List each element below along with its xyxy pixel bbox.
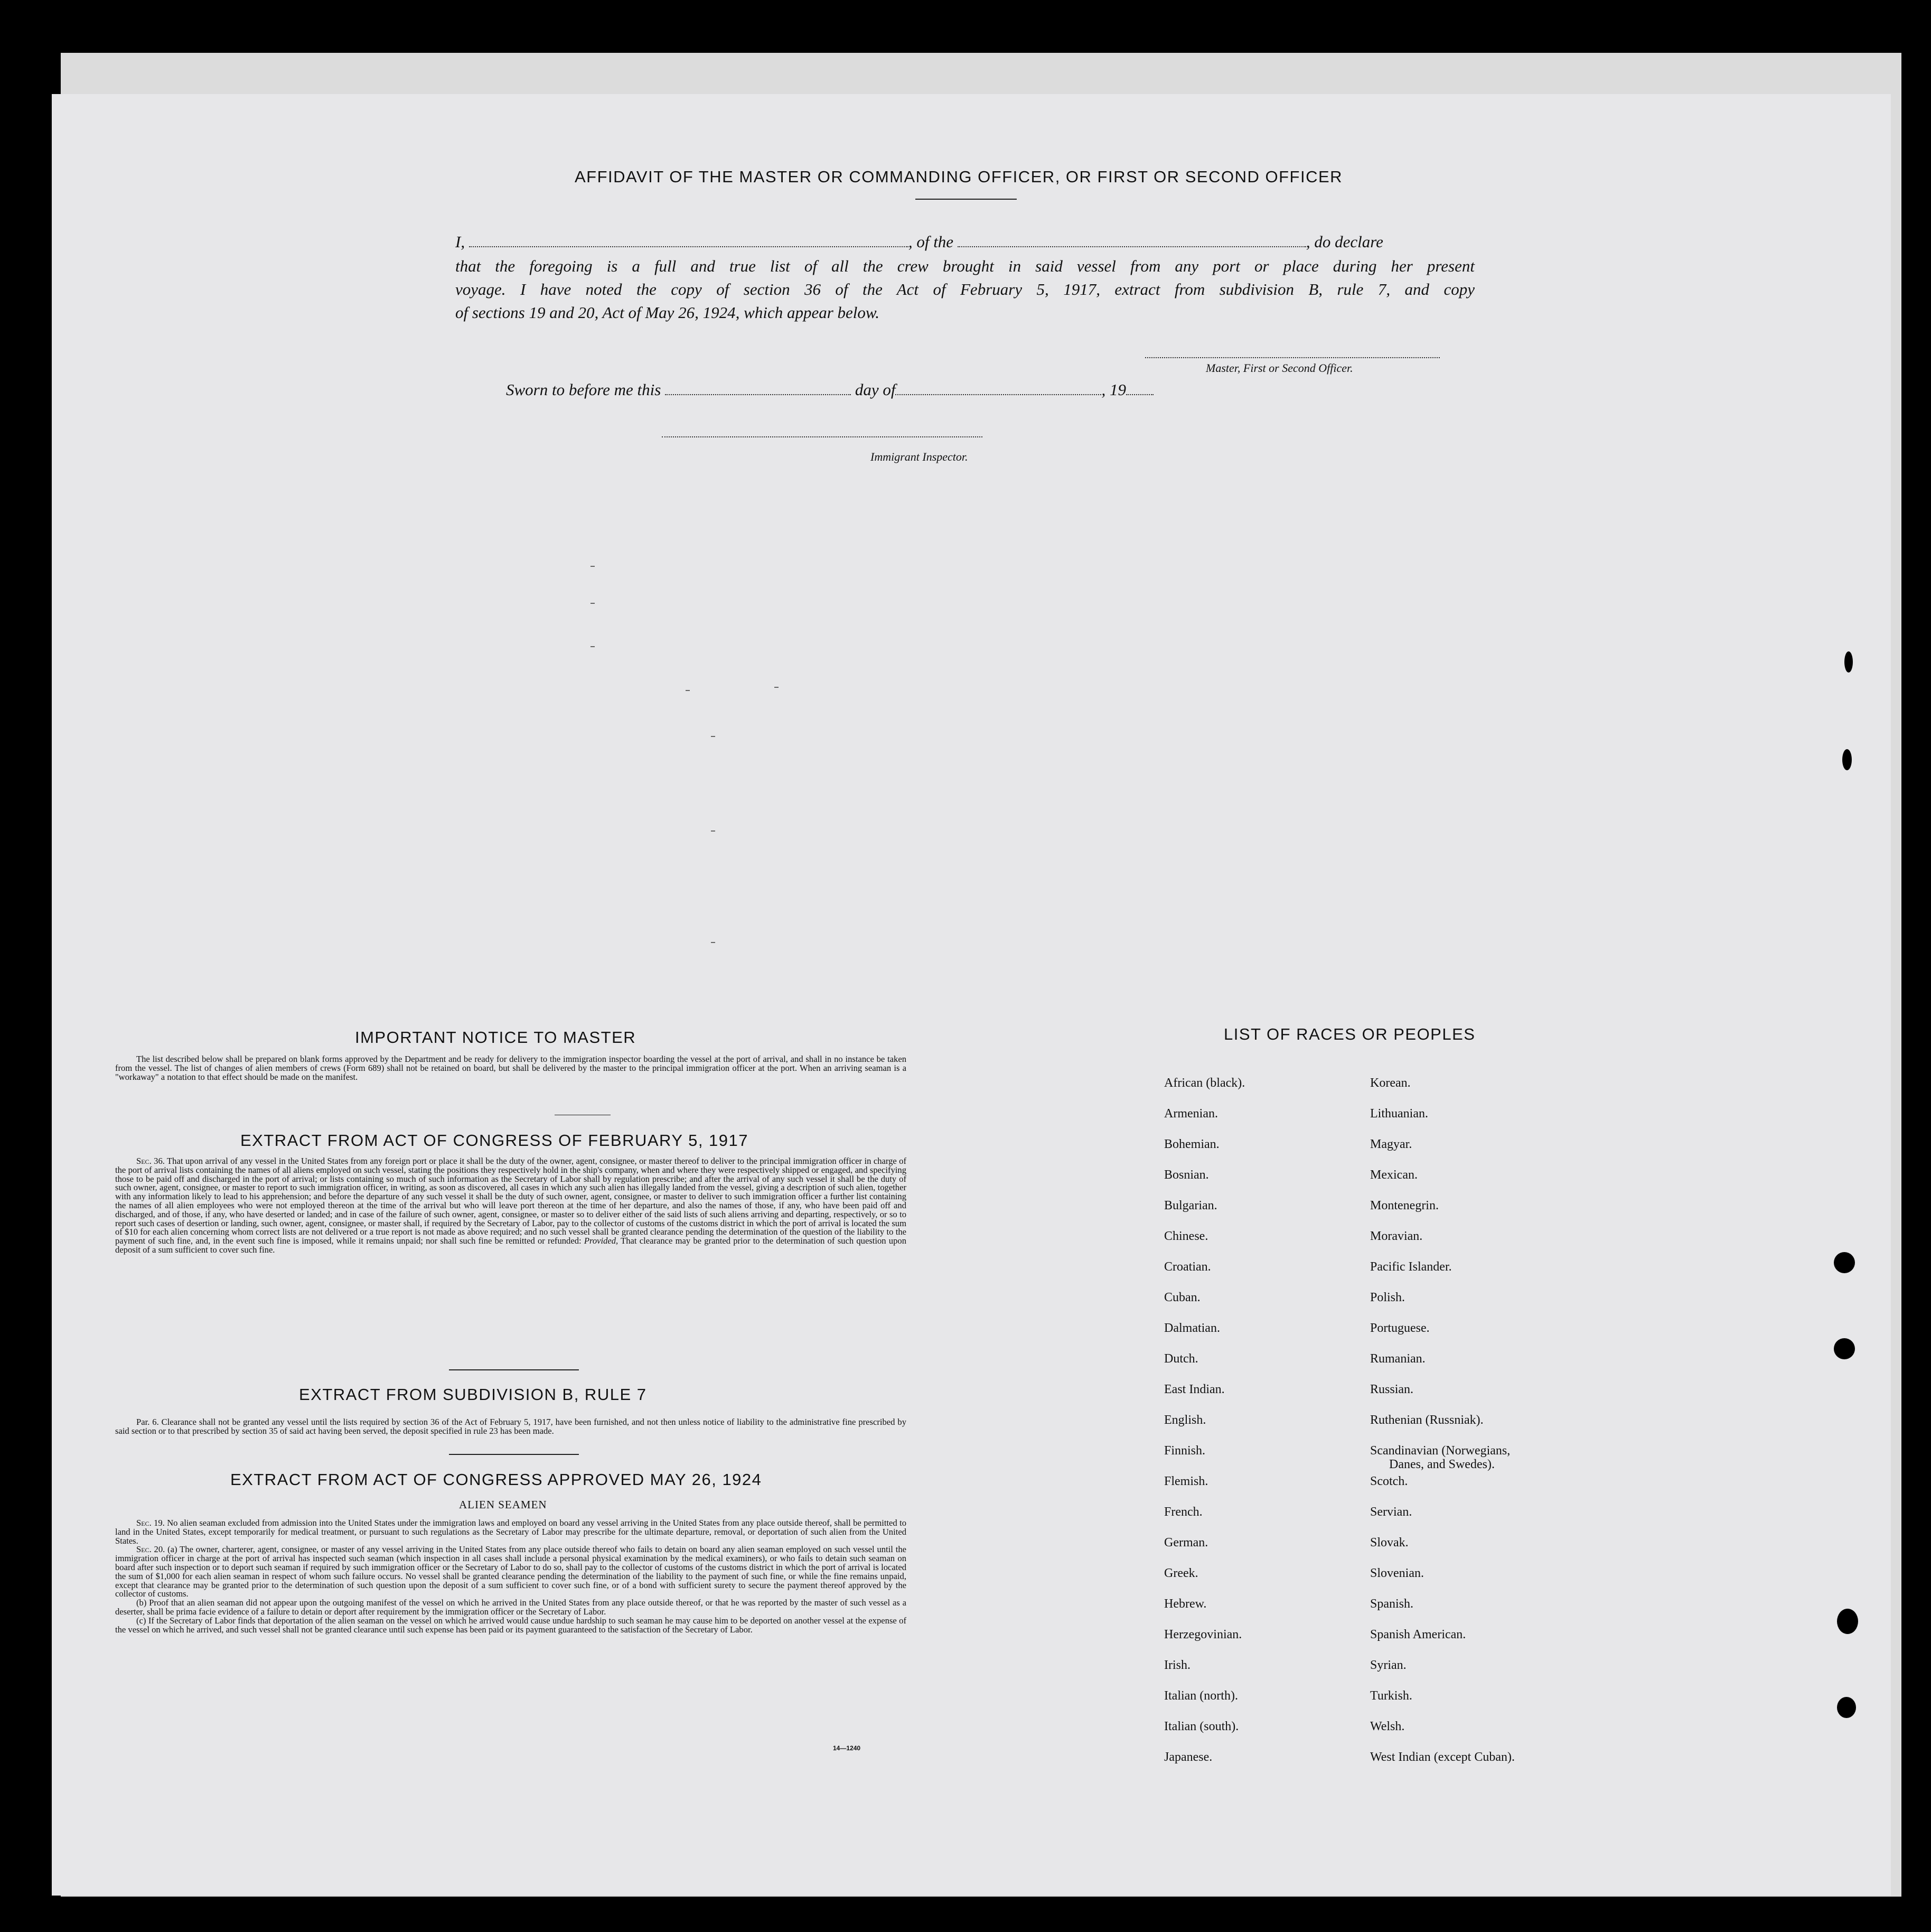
race-item: Finnish. xyxy=(1164,1444,1206,1458)
sworn-year-blank[interactable] xyxy=(1126,394,1154,395)
section-20c-text: (c) If the Secretary of Labor finds that deportation of the alien seaman on the vessel on which he arrived would cause undue hardship to such seaman he may cause him to be deported on another vessel at the expense of the vessel on which he arrived, and such vessel shall not be granted clearance until such expense has been paid or its payment guaranteed to the satisfaction of the Secretary of Labor. xyxy=(115,1615,906,1635)
race-item: Bulgarian. xyxy=(1164,1199,1217,1212)
race-item: Mexican. xyxy=(1370,1168,1418,1182)
race-item: Ruthenian (Russniak). xyxy=(1370,1413,1484,1427)
punch-hole xyxy=(1834,1252,1855,1273)
race-item: Lithuanian. xyxy=(1370,1107,1428,1121)
race-item: Croatian. xyxy=(1164,1260,1211,1274)
race-item: Russian. xyxy=(1370,1383,1414,1396)
punch-hole xyxy=(1842,749,1852,770)
declaration-line-3: of sections 19 and 20, Act of May 26, 1924, which appear below. xyxy=(455,303,880,322)
sworn-line xyxy=(506,380,1154,399)
section-19-text: 19. No alien seaman excluded from admission into the United States under the immigration laws and employed on board any vessel arriving in the United States from any place outside thereof, shall be permitted to land in the United States, except temporarily for medical treatment, or pursuant to such regulations as the Secretary of Labor may prescribe for the ultimate departure, removal, or deportation of such alien from the United States. xyxy=(115,1518,906,1546)
race-item: Armenian. xyxy=(1164,1107,1218,1121)
sec-label: Sec. xyxy=(136,1544,152,1555)
stray-mark xyxy=(711,942,715,943)
sworn-month-blank[interactable] xyxy=(895,394,1101,395)
section-rule xyxy=(449,1454,579,1455)
race-item: Dalmatian. xyxy=(1164,1321,1220,1335)
race-item: Syrian. xyxy=(1370,1658,1407,1672)
race-item: Italian (north). xyxy=(1164,1689,1238,1703)
punch-hole xyxy=(1844,651,1853,673)
race-item: Polish. xyxy=(1370,1291,1405,1304)
race-item: Korean. xyxy=(1370,1076,1411,1090)
name-blank[interactable] xyxy=(469,246,908,247)
notice-text xyxy=(115,1055,906,1081)
sec-label: Sec. xyxy=(136,1156,152,1166)
vessel-blank[interactable] xyxy=(958,246,1306,247)
section-rule xyxy=(449,1369,579,1370)
race-item: Pacific Islander. xyxy=(1370,1260,1452,1274)
stray-mark xyxy=(590,603,595,604)
race-item: Montenegrin. xyxy=(1370,1199,1439,1212)
notice-heading: IMPORTANT NOTICE TO MASTER xyxy=(355,1028,636,1047)
inspector-label: Immigrant Inspector. xyxy=(870,450,968,463)
races-heading: LIST OF RACES OR PEOPLES xyxy=(1224,1025,1476,1043)
affidavit-title: AFFIDAVIT OF THE MASTER OR COMMANDING OFFICER, OR FIRST OR SECOND OFFICER xyxy=(575,167,1343,186)
title-rule xyxy=(915,199,1017,200)
race-item: Greek. xyxy=(1164,1566,1198,1580)
declaration-line-1: that the foregoing is a full and true list of all the crew brought in said vessel from any port or place during her present xyxy=(455,257,1475,275)
decl-of-the: , of the xyxy=(908,232,954,251)
race-item: Dutch. xyxy=(1164,1352,1198,1366)
declaration-line xyxy=(455,232,1475,251)
race-item: Italian (south). xyxy=(1164,1720,1239,1733)
section-20b-text: (b) Proof that an alien seaman did not appear upon the outgoing manifest of the vessel on which he arrived in the United States from any place outside thereof, or that he was reported by the master of such vessel as a deserter, shall be prima facie evidence of a failure to detain or deport after requirement by the immigration officer or the Secretary of Labor. xyxy=(115,1598,906,1617)
race-item: Hebrew. xyxy=(1164,1597,1207,1611)
signature-line[interactable] xyxy=(1145,357,1440,358)
race-item: Portuguese. xyxy=(1370,1321,1430,1335)
race-item: Irish. xyxy=(1164,1658,1191,1672)
form-code: 14—1240 xyxy=(833,1744,861,1752)
declaration-body xyxy=(455,255,1475,324)
stray-mark xyxy=(711,736,715,737)
sworn-day-label: day of xyxy=(855,380,896,399)
sworn-year-label: , 19 xyxy=(1101,380,1126,399)
race-item-continuation: Danes, and Swedes). xyxy=(1389,1458,1495,1471)
decl-do-declare: , do declare xyxy=(1306,232,1383,251)
race-item: African (black). xyxy=(1164,1076,1245,1090)
race-item: Bosnian. xyxy=(1164,1168,1209,1182)
race-item: Scandinavian (Norwegians, xyxy=(1370,1444,1511,1458)
stray-mark xyxy=(711,830,715,832)
race-item: Moravian. xyxy=(1370,1229,1423,1243)
section-20a-text: 20. (a) The owner, charterer, agent, consignee, or master of any vessel arriving in the United States from any place outside thereof who fails to detain on board any alien seaman employed on such vessel until the immigration officer in charge at the port of arrival has inspected such seaman (which inspection in all cases shall include a personal physical examination by the medical examiners), or who fails to detain such seaman on board after such inspection or to deport such seaman if required by such immigration officer or the Secretary of Labor to do so, shall pay to the collector of customs of the customs district in which the port of arrival is located the sum of $1,000 for each alien seaman in respect of whom such failure occurs. No vessel shall be granted clearance pending the determination of the liability to the payment of such fine, or while the fine remains unpaid, except that clearance may be granted prior to the determination of such question upon the deposit of a sum sufficient to cover such fine, or of a bond with sufficient surety to secure the payment thereof approved by the collector of customs. xyxy=(115,1544,906,1599)
sworn-prefix: Sworn to before me this xyxy=(506,380,661,399)
race-item: Scotch. xyxy=(1370,1474,1408,1488)
notice-paragraph: The list described below shall be prepared on blank forms approved by the Department and be ready for delivery to the immigration inspector boarding the vessel at the port of arrival, and shall in no instance be taken from the vessel. The list of changes of alien members of crews (Form 689) shall not be retained on board, but shall be delivered by the master to the principal immigration officer at the port. When an arriving seaman is a "workaway" a notation to that effect should be made on the manifest. xyxy=(115,1054,906,1082)
sec-label: Sec. xyxy=(136,1518,152,1528)
stray-mark xyxy=(590,566,595,567)
race-item: Bohemian. xyxy=(1164,1137,1220,1151)
stray-mark xyxy=(774,687,779,688)
sworn-day-blank[interactable] xyxy=(665,394,851,395)
inspector-signature-line[interactable] xyxy=(662,436,982,437)
provided-word: Provided, xyxy=(584,1236,618,1246)
race-item: Welsh. xyxy=(1370,1720,1405,1733)
act-1917-heading: EXTRACT FROM ACT OF CONGRESS OF FEBRUARY 5, 1917 xyxy=(240,1131,749,1150)
alien-seamen-text xyxy=(115,1519,906,1634)
race-item: Spanish. xyxy=(1370,1597,1414,1611)
race-item: Cuban. xyxy=(1164,1291,1201,1304)
race-item: Japanese. xyxy=(1164,1750,1213,1764)
race-item: Rumanian. xyxy=(1370,1352,1426,1366)
punch-hole xyxy=(1837,1609,1858,1634)
act-1924-heading: EXTRACT FROM ACT OF CONGRESS APPROVED MAY 26, 1924 xyxy=(230,1470,762,1489)
punch-hole xyxy=(1834,1338,1855,1359)
race-item: Turkish. xyxy=(1370,1689,1412,1703)
race-item: Flemish. xyxy=(1164,1474,1208,1488)
alien-seamen-subheading: ALIEN SEAMEN xyxy=(459,1498,547,1511)
declaration-line-2: voyage. I have noted the copy of section 36 of the Act of February 5, 1917, extract from subdivision B, rule 7, and copy xyxy=(455,280,1475,298)
race-item: Slovenian. xyxy=(1370,1566,1424,1580)
punch-hole xyxy=(1837,1697,1856,1718)
rule-7-text xyxy=(115,1418,906,1436)
section-36-end: That clearance may be granted prior to the determination of such question upon deposit of a sum sufficient to cover such fine. xyxy=(115,1236,906,1255)
decl-i: I, xyxy=(455,232,465,251)
stray-mark xyxy=(686,690,690,691)
race-item: Slovak. xyxy=(1370,1536,1409,1550)
race-item: Magyar. xyxy=(1370,1137,1412,1151)
section-36-text xyxy=(115,1157,906,1255)
race-item: West Indian (except Cuban). xyxy=(1370,1750,1515,1764)
rule-7-paragraph: Par. 6. Clearance shall not be granted any vessel until the lists required by section 36 of the Act of February 5, 1917, have been furnished, and not then unless notice of liability to the administrative fine prescribed by said section or to that prescribed by section 35 of said act having been served, the deposit specified in rule 23 has been made. xyxy=(115,1417,906,1436)
rule-7-heading: EXTRACT FROM SUBDIVISION B, RULE 7 xyxy=(299,1385,647,1404)
race-item: Herzegovinian. xyxy=(1164,1628,1242,1641)
race-item: German. xyxy=(1164,1536,1208,1550)
stray-mark xyxy=(590,646,595,647)
race-item: English. xyxy=(1164,1413,1206,1427)
signature-label: Master, First or Second Officer. xyxy=(1206,361,1353,375)
race-item: East Indian. xyxy=(1164,1383,1225,1396)
race-item: French. xyxy=(1164,1505,1203,1519)
race-item: Chinese. xyxy=(1164,1229,1208,1243)
race-item: Spanish American. xyxy=(1370,1628,1466,1641)
section-36-body: 36. That upon arrival of any vessel in the United States from any foreign port or place it shall be the duty of the owner, agent, consignee, or master thereof to deliver to the principal immigration officer in charge of the port of arrival lists containing the names of all aliens employed on such vessel, stating the positions they respectively hold in the ship's company, when and where they were respectively shipped or engaged, and specifying those to be paid off and discharged in the port of arrival; or lists containing so much of such information as the Secretary of Labor shall by regulation prescribe; and after the arrival of any such vessel it shall be the duty of such owner, agent, consignee, or master to report to such immigration officer, in writing, as soon as discovered, all cases in which any such alien has illegally landed from the vessel, giving a description of such alien, together with any information likely to lead to his apprehension; and before the departure of any such vessel it shall be the duty of such owner, agent, consignee, or master to deliver to such immigration officer a further list containing the names of all alien employees who were not employed thereon at the time of the arrival but who will leave port thereon at the time of her departure, and also the names of those, if any, who have been paid off and discharged, and of those, if any, who have deserted or landed; and in case of the failure of such owner, agent, consignee, or master so to deliver either of the said lists of such aliens arriving and departing, respectively, or so to report such cases of desertion or landing, such owner, agent, consignee, or master shall, if required by the Secretary of Labor, pay to the collector of customs of the customs district in which the port of arrival is located the sum of $10 for each alien concerning whom correct lists are not delivered or a true report is not made as above required; and no such vessel shall be granted clearance pending the determination of the question of the liability to the payment of such fine, and, in the event such fine is imposed, while it remains unpaid; nor shall such fine be remitted or refunded: xyxy=(115,1156,906,1246)
race-item: Servian. xyxy=(1370,1505,1412,1519)
